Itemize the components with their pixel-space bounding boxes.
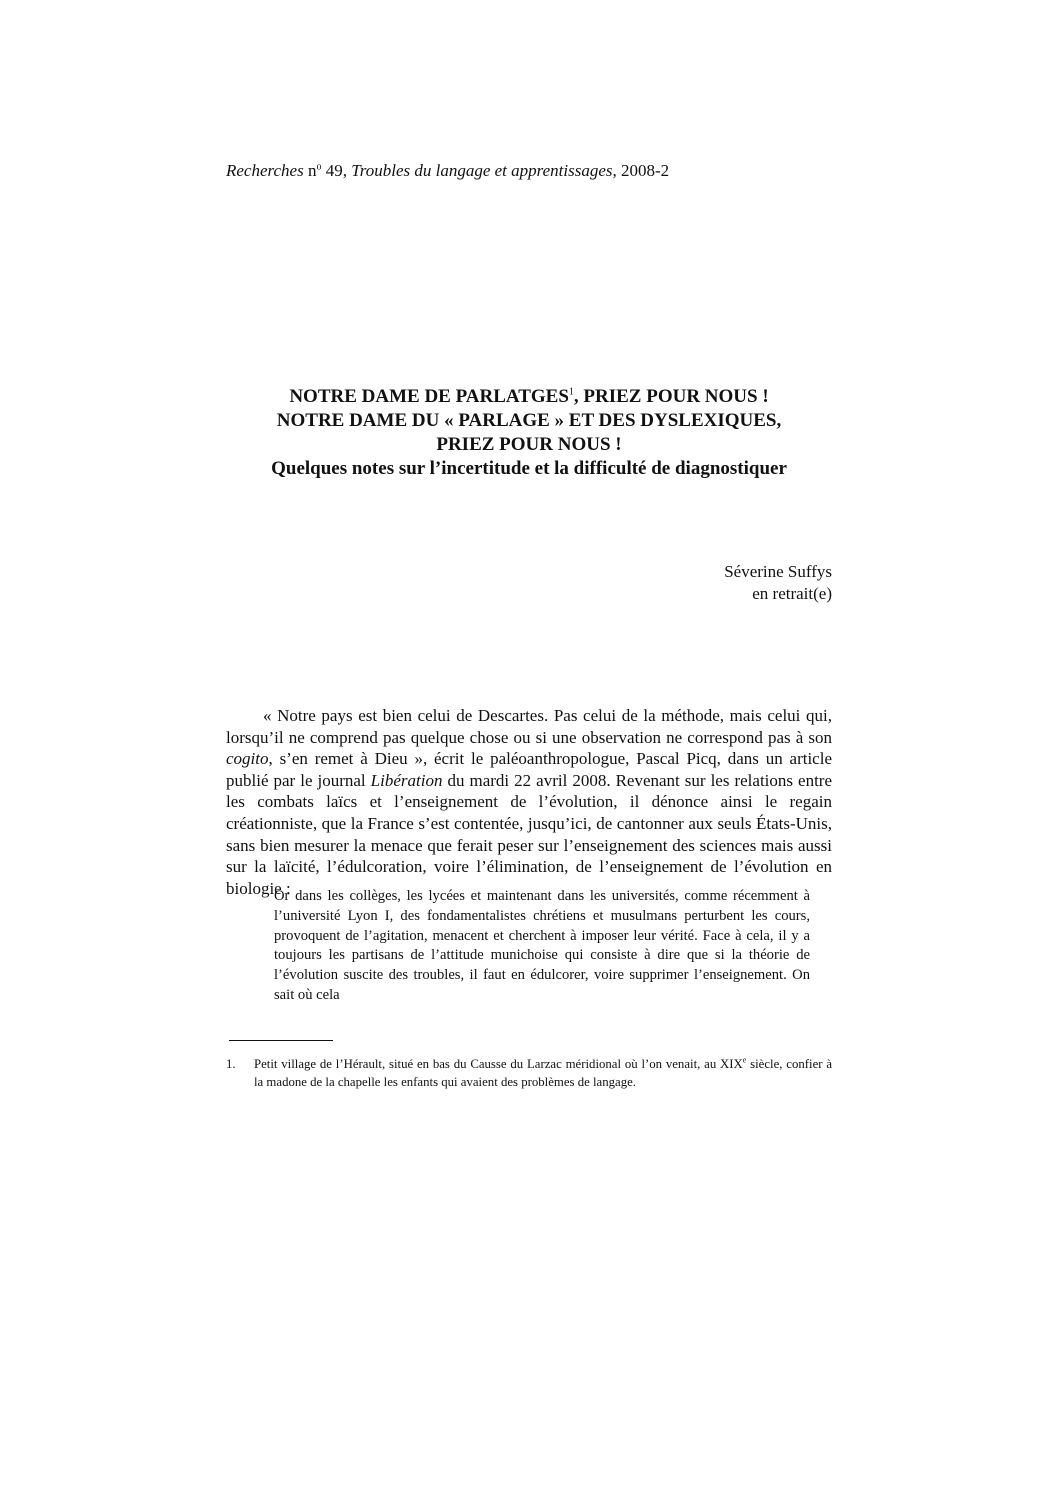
author-block xyxy=(724,561,832,605)
footnote-text xyxy=(254,1055,832,1091)
title-line-3: PRIEZ POUR NOUS ! xyxy=(436,434,622,455)
footnote-text-a: Petit village de l’Hérault, situé en bas du Causse du Larzac méridional où l’on venait, au XIX xyxy=(254,1057,743,1071)
block-quote: Or dans les collèges, les lycées et maintenant dans les universités, comme récemment à l’université Lyon I, des fondamentalistes chrétiens et musulmans perturbent les cours, provoquent de l’agitation, menacent et cherchent à imposer leur vérité. Face à cela, il y a toujours les partisans de l’attitude munichoise qui consiste à dire que si la théorie de l’évolution suscite des troubles, il faut en édulcorer, voire supprimer l’enseignement. On sait où cela xyxy=(274,888,810,1003)
body-text-c: du mardi 22 avril 2008. Revenant sur les relations entre les combats laïcs et l’enseignement de l’évolution, il dénonce ainsi le regain créationniste, que la France s’est contentée, jusqu’ici, de cantonner aux seuls États-Unis, sans bien mesurer la menace que ferait peser sur l’enseignement des sciences mais aussi sur la laïcité, l’édulcoration, voire l’élimination, de l’enseignement de l’évolution en biologie : xyxy=(226,770,832,898)
issue-year: , 2008-2 xyxy=(612,161,670,180)
issue-number: 49, xyxy=(321,161,352,180)
title-line-1 xyxy=(226,385,832,409)
journal-name: Recherches xyxy=(226,161,304,180)
footnote-number: 1. xyxy=(226,1057,236,1071)
footnote xyxy=(226,1055,832,1091)
footnote-superscript: e xyxy=(742,1055,747,1065)
body-text-a: « Notre pays est bien celui de Descartes. Pas celui de la méthode, mais celui qui, lorsqu’il ne comprend pas quelque chose ou si une observation ne correspond pas à son xyxy=(226,706,832,747)
issue-title: Troubles du langage et apprentissages xyxy=(351,161,613,180)
title-line-2: NOTRE DAME DU « PARLAGE » ET DES DYSLEXIQUES, xyxy=(276,410,782,431)
author-affiliation: en retrait(e) xyxy=(752,584,832,603)
footnote-text-b: siècle, confier à la madone de la chapelle les enfants qui avaient des problèmes de langage. xyxy=(254,1057,832,1089)
author-name: Séverine Suffys xyxy=(724,562,832,581)
subtitle: Quelques notes sur l’incertitude et la difficulté de diagnostiquer xyxy=(271,458,787,479)
body-paragraph xyxy=(226,705,832,899)
issue-prefix: n xyxy=(307,161,317,180)
issue-superscript: o xyxy=(316,161,322,173)
title-footnote-ref[interactable]: 1 xyxy=(568,386,574,398)
running-header xyxy=(226,160,669,182)
title-line-1-b: , PRIEZ POUR NOUS ! xyxy=(573,386,769,407)
body-text-b: , s’en remet à Dieu », écrit le paléoanthropologue, Pascal Picq, dans un article publié par le journal xyxy=(226,749,832,790)
footnote-divider xyxy=(229,1040,333,1041)
title-line-1-a: NOTRE DAME DE PARLATGES xyxy=(289,386,569,407)
article-title xyxy=(226,385,832,481)
body-italic-liberation: Libération xyxy=(370,770,443,790)
body-italic-cogito: cogito xyxy=(226,749,269,769)
